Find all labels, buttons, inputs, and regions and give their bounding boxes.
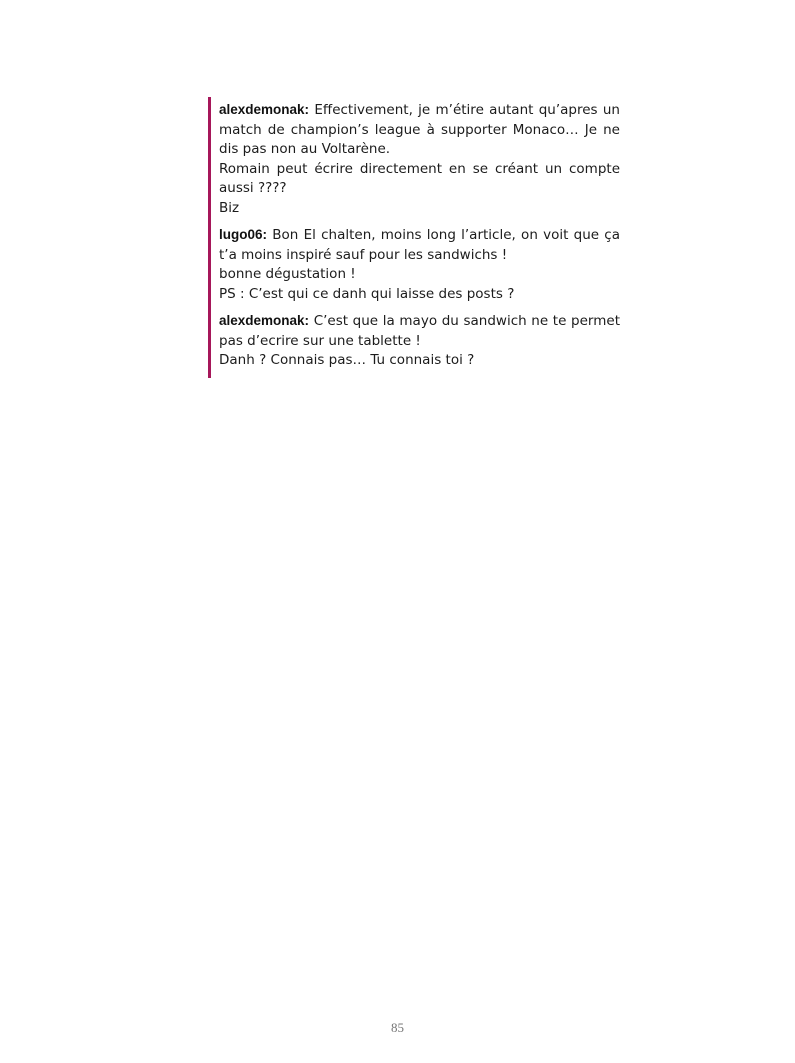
comment-author: alexdemonak: [219, 102, 310, 117]
comment-line: Romain peut écrire directement en se créant un compte aussi ???? [219, 160, 620, 196]
comment-line [219, 311, 620, 351]
comment-author: alexdemonak: [219, 313, 310, 328]
comment-1 [219, 100, 620, 218]
comment-line [219, 225, 620, 265]
comment-2 [219, 225, 620, 304]
comment-line: Biz [219, 199, 240, 216]
comment-author: lugo06: [219, 227, 268, 242]
comment-line: bonne dégustation ! [219, 266, 356, 282]
comment-text: Bon El chalten, moins long l’article, on voit que ça t’a moins inspiré sauf pour les sandwichs ! [219, 227, 621, 263]
comment-line: Danh ? Connais pas… Tu connais toi ? [219, 352, 475, 368]
comment-3 [219, 311, 620, 371]
comment-thread [208, 97, 620, 378]
comment-text: C’est que la mayo du sandwich ne te permet pas d’ecrire sur une tablette ! [219, 313, 620, 349]
comment-text: Effectivement, je m’étire autant qu’apres un match de champion’s league à supporter Monaco… Je ne dis pas non au Voltarène. [219, 102, 620, 157]
comment-line: PS : C’est qui ce danh qui laisse des posts ? [219, 285, 515, 302]
comment-line [219, 100, 620, 160]
page-number: 85 [391, 1020, 404, 1035]
